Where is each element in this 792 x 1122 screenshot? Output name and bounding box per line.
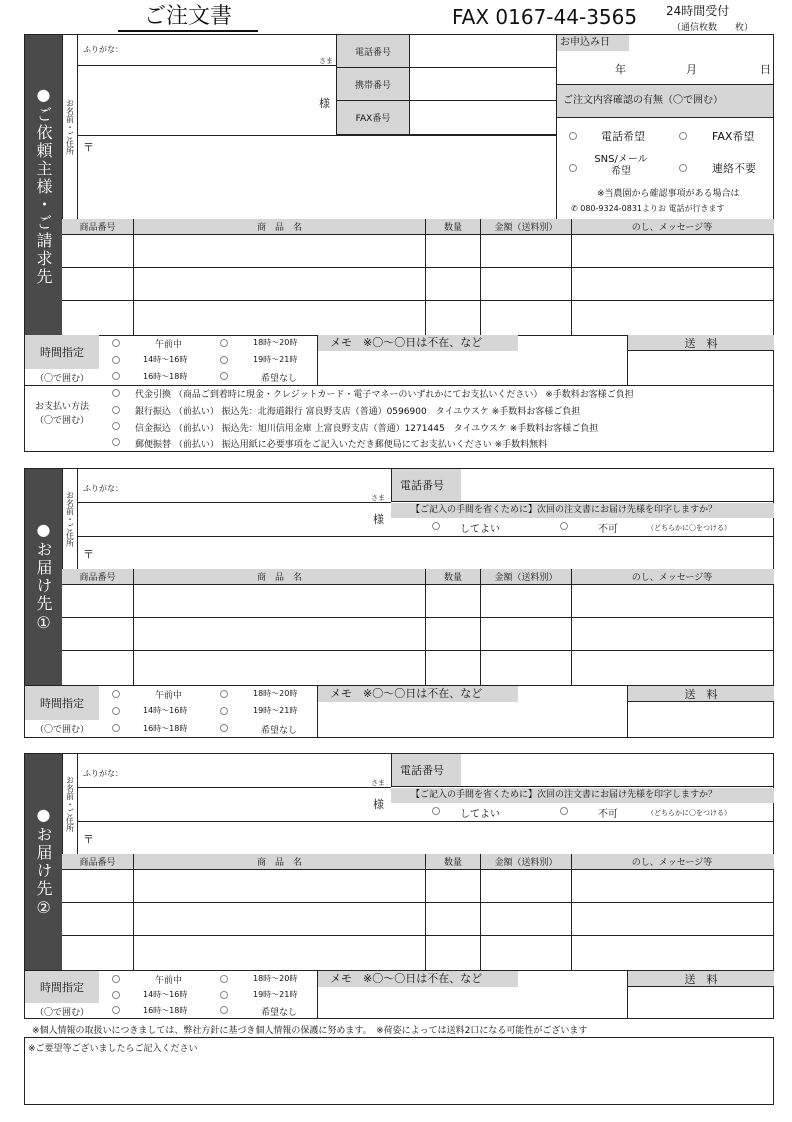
confirm-fax-radio[interactable] (679, 132, 687, 140)
dest1-name-input[interactable] (79, 503, 369, 537)
dest1-col-item-no: 商品番号 (62, 569, 134, 584)
dest2-phone-input[interactable] (461, 754, 774, 787)
dest2-name-address-label: お名前・ご住所 (62, 754, 78, 854)
dest2-time-block (25, 971, 774, 1019)
dest2-section (24, 753, 774, 1019)
time-18-radio[interactable] (220, 339, 228, 347)
memo-input[interactable] (318, 351, 626, 385)
order-date-input[interactable] (557, 51, 773, 84)
dest2-col-price: 金額（送料別） (481, 854, 572, 869)
dest1-sama-small: さま (371, 494, 385, 502)
dest1-print-question: 【ご記入の手間を省くために】次回の注文書にお届け先様を印字しますか？ (391, 503, 774, 518)
dest1-col-price: 金額（送料別） (481, 569, 572, 584)
furigana-label: ふりがな： (83, 45, 123, 54)
dest2-time-am-radio[interactable] (112, 975, 120, 983)
sama-label: 様 (319, 97, 330, 110)
time-14-label: 14時～16時 (143, 355, 188, 364)
time-none-label: 希望なし (261, 374, 298, 384)
col-div (426, 585, 481, 685)
dest1-time-title: 時間指定 (25, 686, 99, 720)
dest1-phone-input[interactable] (461, 469, 774, 502)
shipping-input[interactable] (628, 351, 774, 385)
dest2-time-16-radio[interactable] (112, 1006, 120, 1014)
col-div (62, 585, 134, 685)
dest2-col-noshi: のし、メッセージ等 (631, 858, 713, 868)
dest1-time-16-label: 16時～18時 (143, 724, 188, 733)
year-label: 年 (615, 63, 626, 76)
dest1-time-am-radio[interactable] (112, 690, 120, 698)
dest2-time-title: 時間指定 (25, 971, 99, 1003)
fax-label: FAX番号 (336, 101, 409, 135)
dest1-furigana-label: ふりがな： (83, 484, 123, 493)
dest2-print-note: （どちらかに〇をつける） (647, 809, 731, 817)
dest2-print-question: 【ご記入の手間を省くために】次回の注文書にお届け先様を印字しますか？ (391, 788, 774, 803)
dest1-sama-label: 様 (373, 513, 384, 526)
dest1-col-qty: 数量 (426, 569, 481, 584)
time-none-radio[interactable] (220, 372, 228, 380)
dest1-section-label: ●お届け先① (25, 469, 62, 685)
dest2-col-item-name: 商 品 名 (134, 854, 426, 869)
order-date-label: お申込み日 (557, 35, 629, 51)
dest1-product-rows (62, 585, 774, 685)
pages-note: （通信枚数 枚） (672, 23, 754, 33)
dest1-time-14-label: 14時～16時 (143, 706, 188, 715)
col-div (481, 585, 572, 685)
dest1-print-ng-label: 不可 (598, 524, 618, 535)
day-label: 日 (760, 63, 771, 76)
time-16-radio[interactable] (112, 372, 120, 380)
col-div (426, 870, 481, 970)
dest1-time-19-label: 19時～21時 (253, 706, 298, 715)
dest2-time-19-label: 19時～21時 (253, 990, 298, 999)
col-div (481, 870, 572, 970)
col-item-name: 商 品 名 (134, 219, 426, 234)
requester-section-label: ●ご依頼主様・ご請求先 (25, 35, 62, 335)
payment-title: お支払い方法 (34, 402, 89, 412)
requester-section (24, 34, 774, 452)
confirm-sns-radio[interactable] (569, 164, 577, 172)
dest2-time-19-radio[interactable] (220, 991, 228, 999)
dest1-time-am-label: 午前中 (155, 691, 183, 701)
dest2-time-am-label: 午前中 (155, 976, 183, 986)
col-div (62, 235, 134, 335)
dest2-memo-label: メモ ※〇～〇日は不在、など (318, 971, 518, 987)
time-18-label: 18時～20時 (253, 338, 298, 347)
time-am-radio[interactable] (112, 339, 120, 347)
dest2-print-ok-label: してよい (460, 809, 500, 820)
col-item-no: 商品番号 (62, 219, 134, 234)
request-box[interactable] (24, 1037, 774, 1105)
dest2-time-16-label: 16時～18時 (143, 1006, 188, 1015)
dest2-time-none-label: 希望なし (261, 1008, 298, 1018)
dest1-shipping-input[interactable] (628, 702, 774, 738)
dest1-print-note: （どちらかに〇をつける） (647, 524, 731, 532)
dest2-product-rows (62, 870, 774, 970)
col-price: 金額（送料別） (481, 219, 572, 234)
dest1-print-ok-label: してよい (460, 524, 500, 535)
dest1-time-18-label: 18時～20時 (253, 689, 298, 698)
dest2-time-circle-note: （〇で囲む） (34, 1007, 89, 1018)
request-label: ※ご要望等ございましたらご記入ください (28, 1044, 198, 1054)
dest1-time-block (25, 686, 774, 738)
dest2-sama-small: さま (371, 779, 385, 787)
dest1-memo-input[interactable] (318, 702, 626, 738)
confirm-sns-label: SNS/メール 希望 (594, 154, 648, 177)
col-div (134, 870, 426, 970)
time-am-label: 午前中 (155, 340, 183, 350)
col-qty: 数量 (426, 219, 481, 234)
payment-cod-label: 代金引換 （商品ご到着時に現金・クレジットカード・電子マネーのいずれかにてお支払いください） ※手数料お客様ご負担 (135, 390, 634, 400)
time-16-label: 16時～18時 (143, 372, 188, 381)
confirm-none-radio[interactable] (679, 164, 687, 172)
dest2-phone-label: 電話番号 (391, 754, 461, 787)
phone-label: 電話番号 (336, 35, 409, 68)
col-div (134, 585, 426, 685)
name-address-label: お名前・ご住所 (62, 35, 78, 219)
dest1-address-input[interactable] (95, 537, 773, 569)
time-title: 時間指定 (25, 335, 99, 369)
dest2-section-label: ●お届け先② (25, 754, 62, 970)
dest1-time-circle-note: （〇で囲む） (34, 724, 89, 735)
confirm-title: ご注文内容確認の有無（〇で囲む） (557, 84, 773, 118)
payment-circle-note: （〇で囲む） (34, 416, 89, 426)
postal-mark: 〒 (83, 141, 94, 154)
name-input[interactable] (79, 66, 315, 134)
confirm-phone-radio[interactable] (569, 132, 577, 140)
dest2-time-18-radio[interactable] (220, 975, 228, 983)
dest2-time-14-label: 14時～16時 (143, 990, 188, 999)
mobile-label: 携帯番号 (336, 68, 409, 101)
shipping-label: 送 料 (628, 335, 774, 351)
dest1-time-18-radio[interactable] (220, 690, 228, 698)
payment-bank-radio[interactable] (112, 406, 120, 414)
dest2-print-ng-label: 不可 (598, 809, 618, 820)
time-19-label: 19時～21時 (253, 355, 298, 364)
hours-label: 24時間受付 (666, 4, 730, 18)
confirm-fax-label: FAX希望 (712, 130, 755, 143)
dest2-sama-label: 様 (373, 798, 384, 811)
payment-shinkin-radio[interactable] (112, 422, 120, 430)
fax-input[interactable] (409, 101, 556, 135)
page-title: ご注文書 (118, 4, 258, 32)
dest2-shipping-label: 送 料 (628, 971, 774, 987)
dest2-furigana-label: ふりがな： (83, 769, 123, 778)
time-block (25, 335, 774, 385)
dest2-product-table-header (62, 854, 774, 870)
payment-postal-radio[interactable] (112, 438, 120, 446)
dest1-shipping-label: 送 料 (628, 686, 774, 702)
dest2-time-14-radio[interactable] (112, 991, 120, 999)
col-div (426, 235, 481, 335)
fax-number: FAX 0167-44-3565 (452, 5, 638, 29)
dest1-postal-mark: 〒 (83, 548, 94, 561)
dest2-name-input[interactable] (79, 788, 369, 822)
dest1-time-none-label: 希望なし (261, 726, 298, 736)
time-19-radio[interactable] (220, 356, 228, 364)
payment-shinkin-label: 信金振込 （前払い） 振込先：旭川信用金庫 上富良野支店（普通）1271445 タイユウスケ ※手数料お客様ご負担 (135, 424, 599, 434)
month-label: 月 (686, 63, 697, 76)
dest1-time-14-radio[interactable] (112, 707, 120, 715)
payment-postal-label: 郵便振替 （前払い） 振込用紙に必要事項をご記入いただき郵便局にてお支払いください ※手数料無料 (135, 440, 548, 450)
memo-label: メモ ※〇～〇日は不在、など (318, 335, 518, 351)
time-14-radio[interactable] (112, 356, 120, 364)
payment-cod-radio[interactable] (112, 389, 120, 397)
sama-small: さま (319, 57, 333, 65)
dest2-address-input[interactable] (95, 822, 773, 854)
privacy-note: ※個人情報の取扱いにつきましては、弊社方針に基づき個人情報の保護に努めます。 ※荷姿によっては送料2口になる可能性がございます (32, 1026, 588, 1036)
time-circle-note: （〇で囲む） (34, 373, 89, 384)
col-noshi: のし、メッセージ等 (631, 223, 713, 233)
dest2-memo-input[interactable] (318, 987, 626, 1019)
payment-block (25, 385, 774, 452)
dest1-memo-label: メモ ※〇～〇日は不在、など (318, 686, 518, 702)
confirm-note-1: ※当農園から確認事項がある場合は (597, 189, 740, 199)
dest1-product-table-header (62, 569, 774, 585)
dest2-postal-mark: 〒 (83, 833, 94, 846)
dest1-section (24, 468, 774, 738)
mobile-input[interactable] (409, 68, 556, 101)
name-line (78, 135, 556, 136)
dest2-print-ok-radio[interactable] (432, 807, 440, 815)
dest2-print-ng-radio[interactable] (560, 807, 568, 815)
phone-input[interactable] (409, 35, 556, 68)
confirm-note-2 (571, 203, 725, 214)
dest2-col-qty: 数量 (426, 854, 481, 869)
col-div (481, 235, 572, 335)
dest1-col-item-name: 商 品 名 (134, 569, 426, 584)
product-rows (62, 235, 774, 335)
product-table-header (62, 219, 774, 235)
dest2-time-18-label: 18時～20時 (253, 974, 298, 983)
confirm-none-label: 連絡不要 (712, 162, 756, 175)
payment-bank-label: 銀行振込 （前払い） 振込先：北海道銀行 富良野支店（普通）0596900 タイユウスケ ※手数料お客様ご負担 (135, 407, 581, 417)
dest1-print-ok-radio[interactable] (432, 522, 440, 530)
col-div (134, 235, 426, 335)
dest2-shipping-input[interactable] (628, 987, 774, 1019)
phone-icon: ✆ (571, 204, 578, 213)
col-div (62, 870, 134, 970)
dest1-name-address-label: お名前・ご住所 (62, 469, 78, 569)
address-input[interactable] (95, 137, 553, 217)
dest1-time-19-radio[interactable] (220, 707, 228, 715)
dest2-col-item-no: 商品番号 (62, 854, 134, 869)
dest1-time-none-radio[interactable] (220, 724, 228, 732)
dest2-time-none-radio[interactable] (220, 1006, 228, 1014)
dest1-col-noshi: のし、メッセージ等 (631, 573, 713, 583)
dest1-phone-label: 電話番号 (391, 469, 461, 502)
confirm-note-2-text: 080-9324-0831よりお 電話が行きます (580, 204, 725, 213)
dest1-print-ng-radio[interactable] (560, 522, 568, 530)
order-date-panel (556, 35, 774, 219)
confirm-phone-label: 電話希望 (601, 130, 645, 143)
dest1-time-16-radio[interactable] (112, 724, 120, 732)
